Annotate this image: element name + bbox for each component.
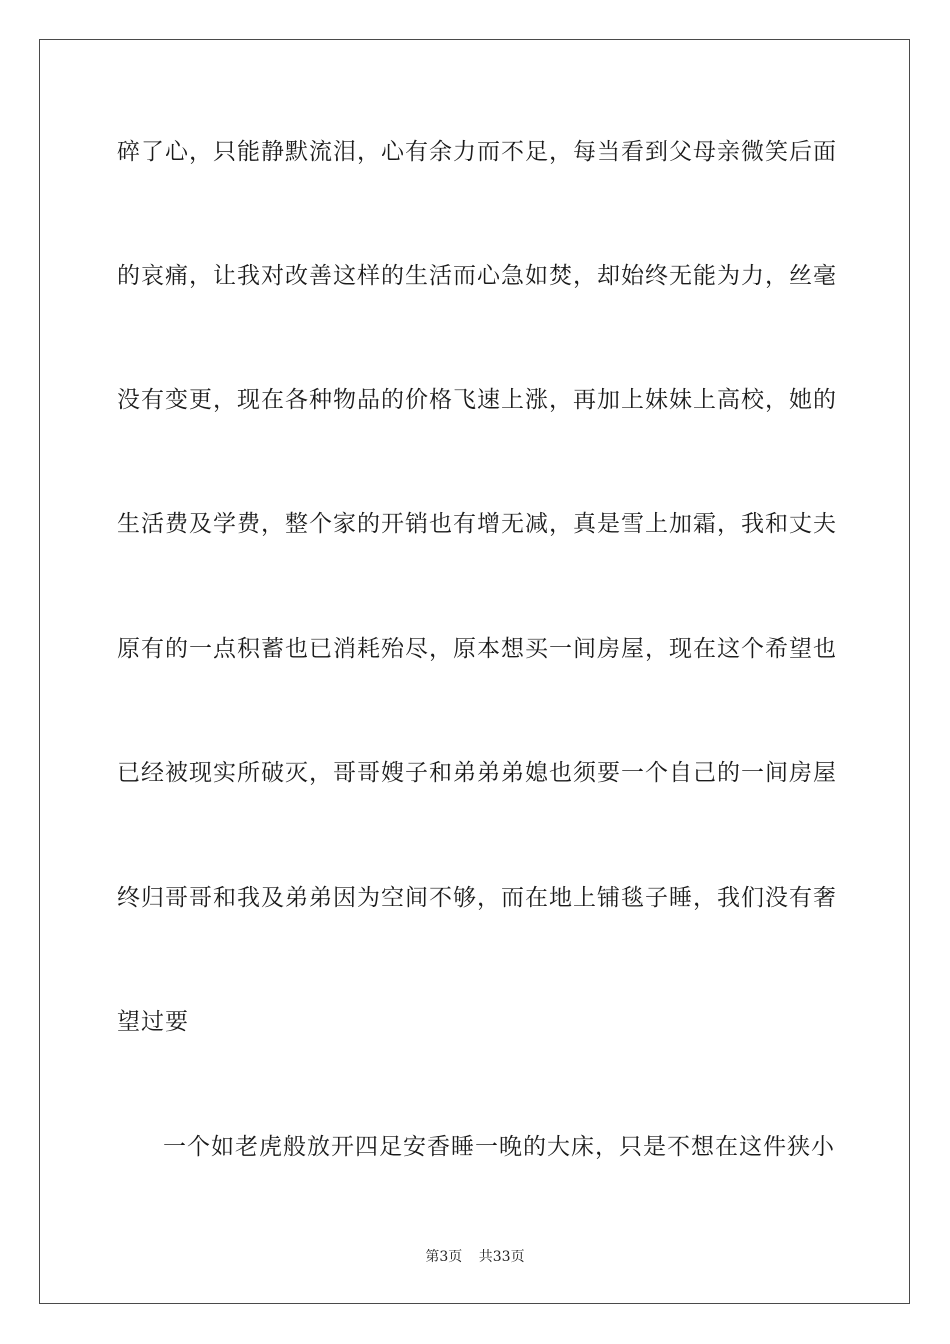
body-text-line: 望过要 bbox=[117, 1009, 189, 1035]
page-number: 第3页 bbox=[425, 1249, 463, 1265]
total-pages: 共33页 bbox=[478, 1249, 525, 1265]
body-text-line: 原有的一点积蓄也已消耗殆尽，原本想买一间房屋，现在这个希望也 bbox=[117, 636, 837, 662]
page-footer bbox=[0, 1248, 950, 1266]
page-border bbox=[39, 39, 910, 1304]
body-text-line: 终归哥哥和我及弟弟因为空间不够，而在地上铺毯子睡，我们没有奢 bbox=[117, 885, 837, 911]
body-text-line: 碎了心，只能静默流泪，心有余力而不足，每当看到父母亲微笑后面 bbox=[117, 139, 837, 165]
paragraph-first-line: 一个如老虎般放开四足安香睡一晚的大床，只是不想在这件狭小 bbox=[163, 1134, 835, 1160]
body-text-line: 生活费及学费，整个家的开销也有增无减，真是雪上加霜，我和丈夫 bbox=[117, 511, 837, 537]
body-text-line: 没有变更，现在各种物品的价格飞速上涨，再加上妹妹上高校，她的 bbox=[117, 387, 837, 413]
body-text-line: 已经被现实所破灭，哥哥嫂子和弟弟弟媳也须要一个自己的一间房屋 bbox=[117, 760, 837, 786]
body-text-line: 的哀痛，让我对改善这样的生活而心急如焚，却始终无能为力，丝毫 bbox=[117, 263, 837, 289]
